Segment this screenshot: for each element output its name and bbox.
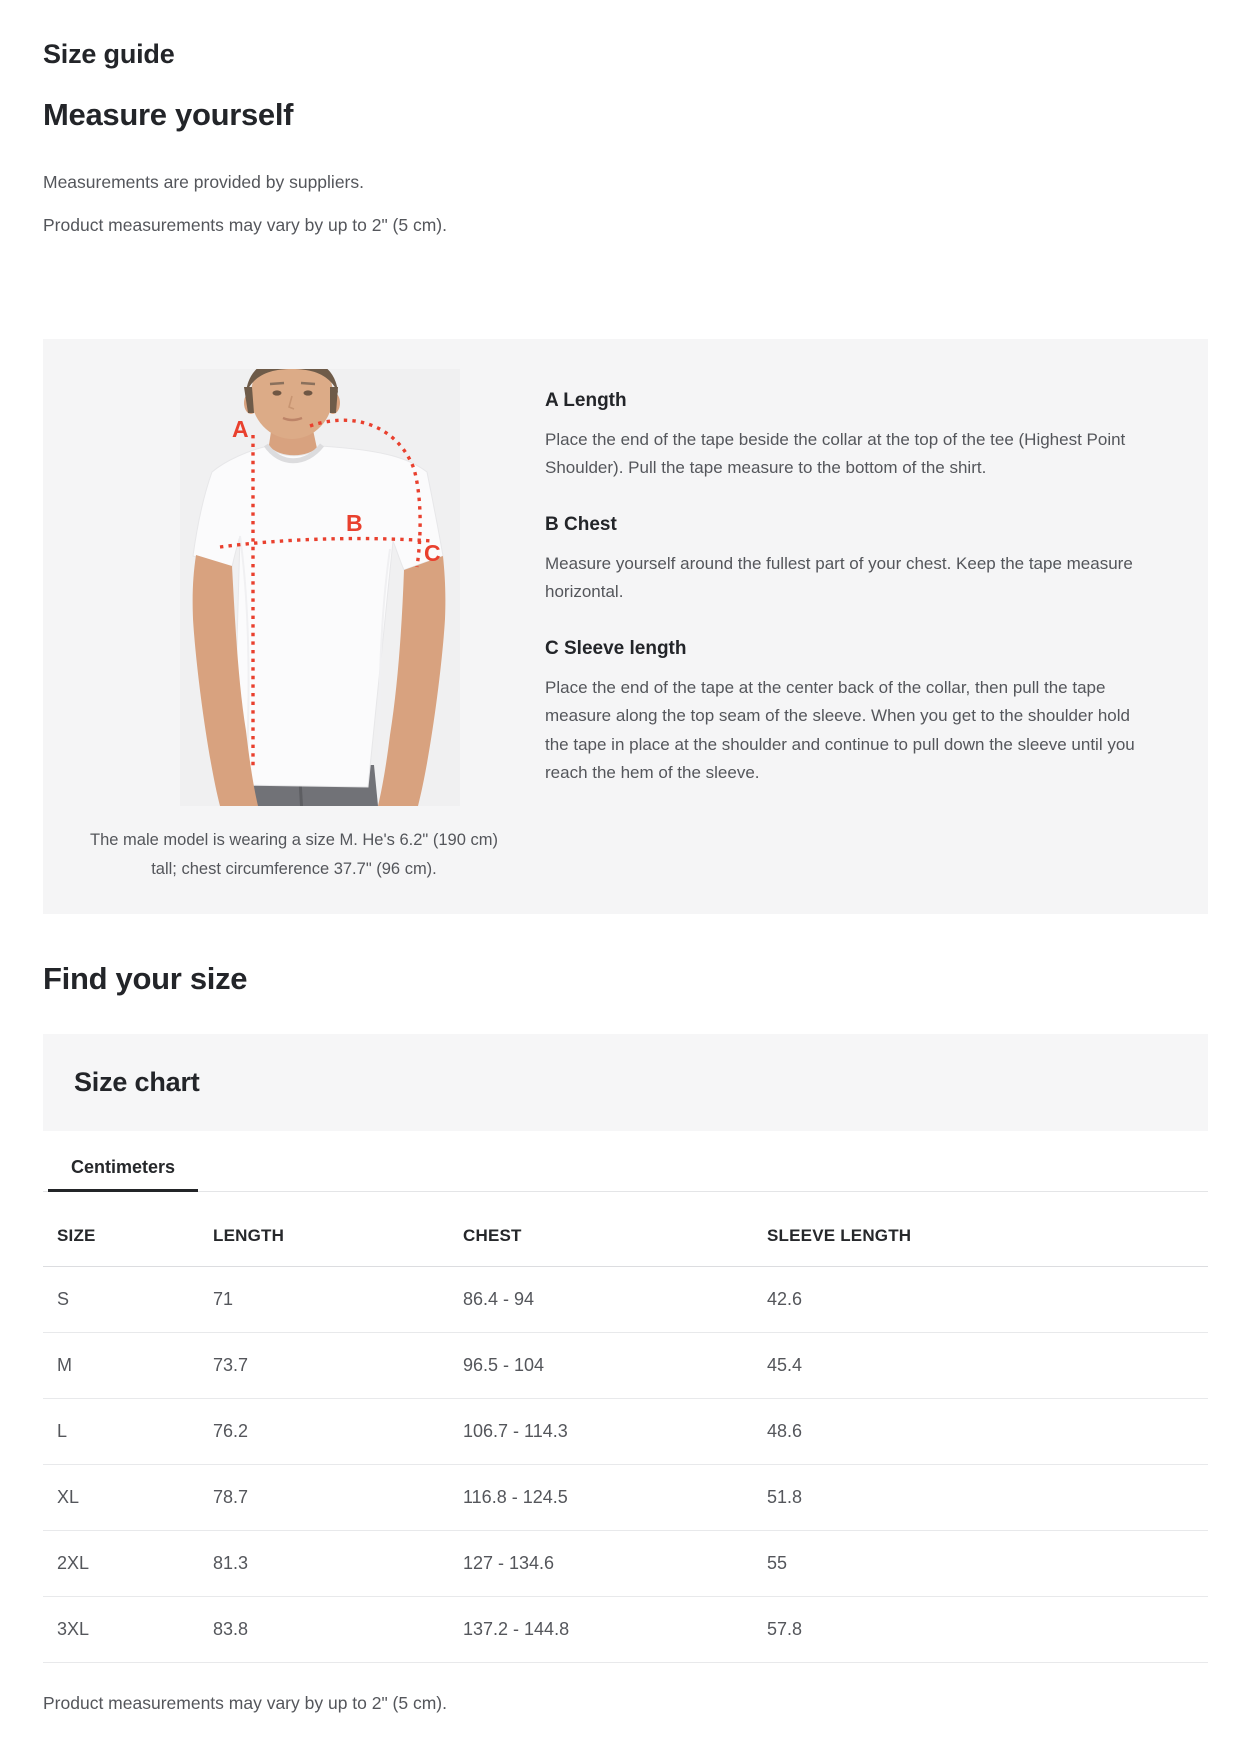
table-row [43, 1332, 1208, 1398]
size-chart-section [43, 1034, 1208, 1715]
length-cell: 78.7 [199, 1464, 449, 1530]
step-b-text: Measure yourself around the fullest part of your chest. Keep the tape measure horizontal. [545, 553, 1133, 602]
table-row [43, 1596, 1208, 1662]
size-chart-header [43, 1034, 1208, 1131]
size-cell: L [43, 1398, 199, 1464]
chest-cell: 106.7 - 114.3 [449, 1398, 753, 1464]
column-header-chest: CHEST [449, 1192, 753, 1267]
measurement-panel [43, 339, 1208, 914]
model-caption: The male model is wearing a size M. He's 6.2" (190 cm) tall; chest circumference 37.7" (96 cm). [90, 830, 498, 878]
tab-centimeters[interactable]: Centimeters [48, 1157, 198, 1192]
step-b-title: B Chest [545, 513, 617, 535]
table-row [43, 1530, 1208, 1596]
length-cell: 71 [199, 1266, 449, 1332]
size-cell: S [43, 1266, 199, 1332]
chest-cell: 116.8 - 124.5 [449, 1464, 753, 1530]
step-c-title: C Sleeve length [545, 637, 687, 659]
chest-cell: 137.2 - 144.8 [449, 1596, 753, 1662]
chest-cell: 96.5 - 104 [449, 1332, 753, 1398]
page-title: Size guide [43, 39, 175, 69]
size-cell: M [43, 1332, 199, 1398]
measure-yourself-heading: Measure yourself [43, 97, 294, 133]
step-a-title: A Length [545, 389, 627, 411]
step-c-text: Place the end of the tape at the center back of the collar, then pull the tape measure along the top seam of the sleeve. When you get to the shoulder hold the tape in place at the shoulder and continue to pull down the sleeve until you reach the hem of the sleeve. [545, 677, 1135, 783]
length-cell: 73.7 [199, 1332, 449, 1398]
column-header-size: SIZE [43, 1192, 199, 1267]
table-row [43, 1464, 1208, 1530]
table-row [43, 1398, 1208, 1464]
size-cell: 3XL [43, 1596, 199, 1662]
size-cell: 2XL [43, 1530, 199, 1596]
suppliers-note: Measurements are provided by suppliers. [43, 171, 364, 192]
table-footnote: Product measurements may vary by up to 2" (5 cm). [43, 1692, 447, 1713]
sleeve-cell: 55 [753, 1530, 1208, 1596]
size-chart-table [43, 1192, 1208, 1663]
model-illustration [180, 369, 460, 806]
variance-note: Product measurements may vary by up to 2" (5 cm). [43, 214, 447, 235]
table-row [43, 1266, 1208, 1332]
sleeve-cell: 48.6 [753, 1398, 1208, 1464]
length-cell: 81.3 [199, 1530, 449, 1596]
label-c: C [424, 539, 441, 566]
label-b: B [346, 509, 363, 536]
unit-tabbar [43, 1131, 1208, 1192]
length-cell: 83.8 [199, 1596, 449, 1662]
chest-cell: 127 - 134.6 [449, 1530, 753, 1596]
sleeve-cell: 45.4 [753, 1332, 1208, 1398]
size-cell: XL [43, 1464, 199, 1530]
sleeve-cell: 42.6 [753, 1266, 1208, 1332]
measure-yourself-section [43, 96, 1208, 913]
find-your-size-heading: Find your size [43, 960, 248, 996]
label-a: A [232, 415, 249, 442]
model-photo-column [43, 339, 545, 914]
model-photo [180, 369, 460, 806]
sleeve-cell: 51.8 [753, 1464, 1208, 1530]
length-cell: 76.2 [199, 1398, 449, 1464]
column-header-length: LENGTH [199, 1192, 449, 1267]
sleeve-cell: 57.8 [753, 1596, 1208, 1662]
chest-cell: 86.4 - 94 [449, 1266, 753, 1332]
size-chart-title: Size chart [74, 1066, 200, 1097]
step-a-text: Place the end of the tape beside the collar at the top of the tee (Highest Point Shoulder). Pull the tape measure to the bottom of the shirt. [545, 429, 1126, 478]
measurement-instructions [545, 339, 1208, 914]
column-header-sleeve-length: SLEEVE LENGTH [753, 1192, 1208, 1267]
table-header-row [43, 1192, 1208, 1267]
